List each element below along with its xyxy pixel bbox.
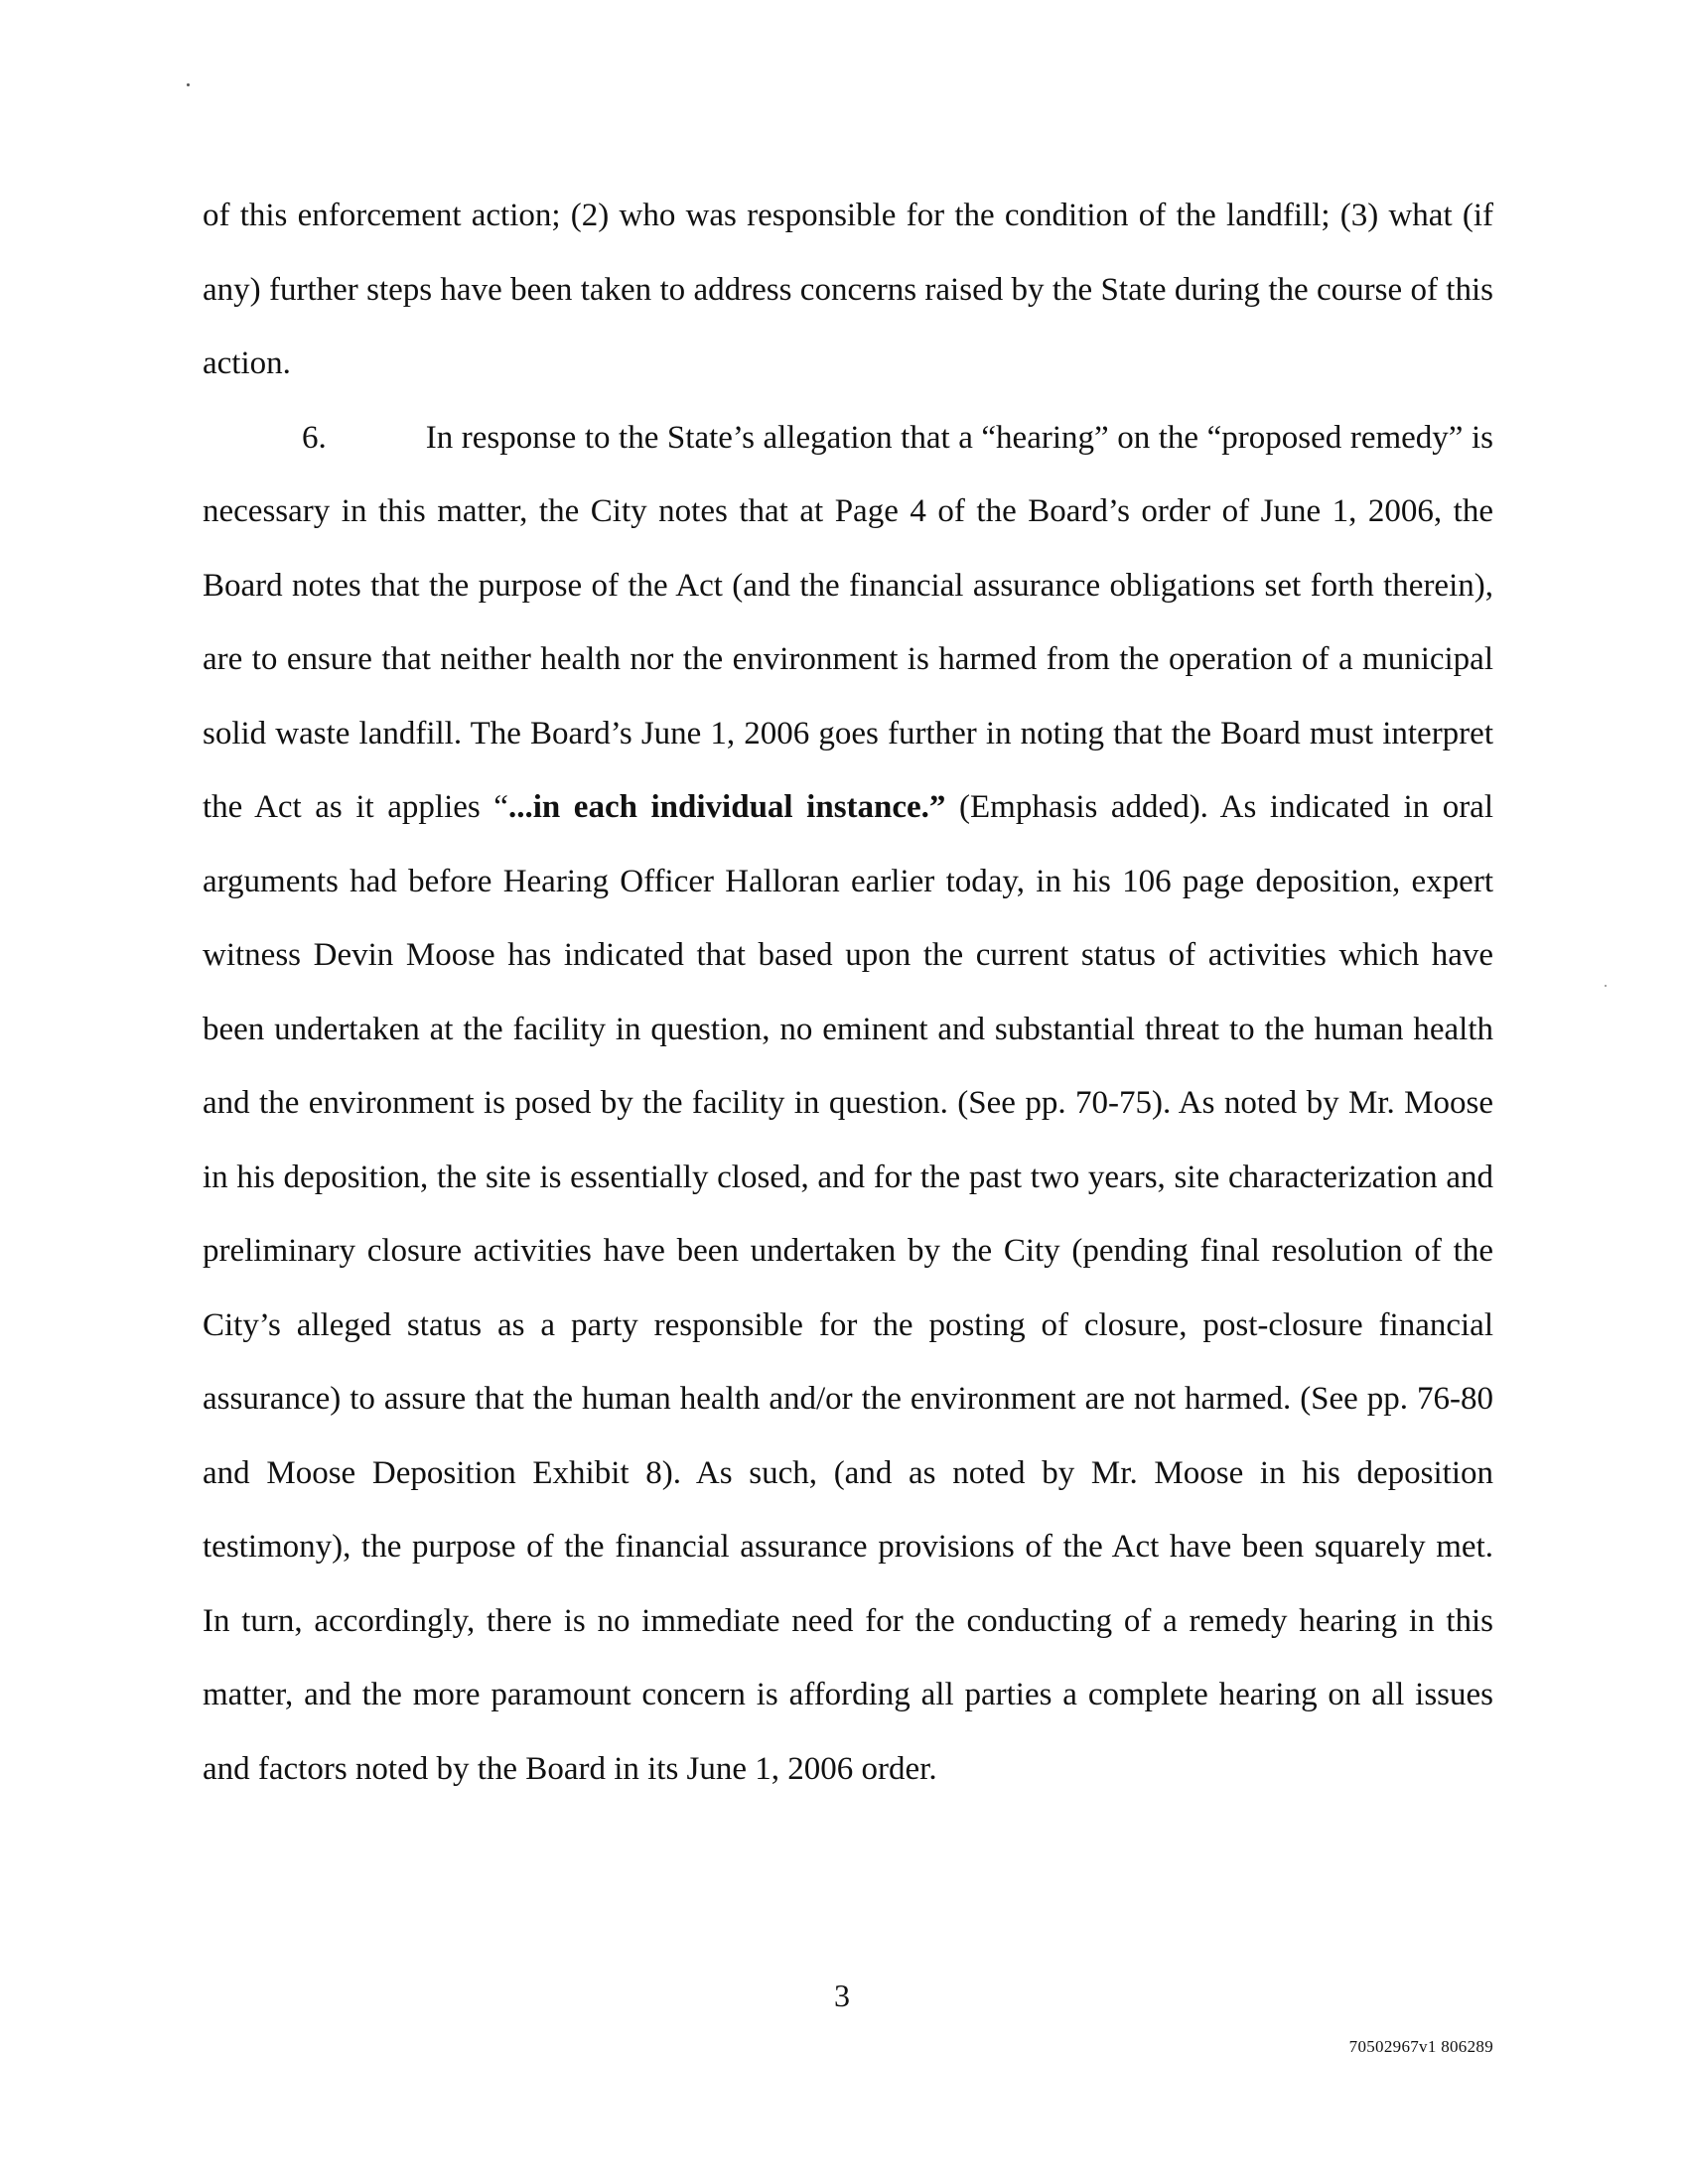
paragraph-6-text-before: In response to the State’s allegation that a “hearing” on the “proposed remedy” is necessary in this matter, the City notes that at Page 4 of the Board’s order of June 1, 2006, the Board notes that the purpose of the Act (and the financial assurance obligations set forth therein), are to ensure that neither health nor the environment is harmed from the operation of a municipal solid waste landfill. The Board’s June 1, 2006 goes further in noting that the Board must interpret the Act as it applies “ bbox=[203, 419, 1493, 825]
paragraph-number: 6. bbox=[302, 419, 327, 456]
body-text bbox=[203, 179, 1493, 1806]
paragraph-6-text-after: (Emphasis added). As indicated in oral arguments had before Hearing Officer Halloran earlier today, in his 106 page deposition, expert witness Devin Moose has indicated that based upon the current status of activities which have been undertaken at the facility in question, no eminent and substantial threat to the human health and the environment is posed by the facility in question. (See pp. 70-75). As noted by Mr. Moose in his deposition, the site is essentially closed, and for the past two years, site characterization and preliminary closure activities have been undertaken by the City (pending final resolution of the City’s alleged status as a party responsible for the posting of closure, post-closure financial assurance) to assure that the human health and/or the environment are not harmed. (See pp. 76-80 and Moose Deposition Exhibit 8). As such, (and as noted by Mr. Moose in his deposition testimony), the purpose of the financial assurance provisions of the Act have been squarely met. In turn, accordingly, there is no immediate need for the conducting of a remedy hearing in this matter, and the more paramount concern is affording all parties a complete hearing on all issues and factors noted by the Board in its June 1, 2006 order. bbox=[203, 789, 1493, 1787]
paragraph-continued: of this enforcement action; (2) who was responsible for the condition of the landfill; (3) what (if any) further steps have been taken to address concerns raised by the State during the course of this action. bbox=[203, 198, 1493, 381]
scan-speck bbox=[187, 83, 190, 86]
document-id: 70502967v1 806289 bbox=[1348, 2037, 1493, 2056]
page-number: 3 bbox=[834, 1978, 850, 2013]
paragraph-6 bbox=[203, 401, 1493, 1807]
scan-speck bbox=[1605, 985, 1607, 987]
paragraph-6-emphasis: ...in each individual instance.” bbox=[507, 789, 946, 825]
